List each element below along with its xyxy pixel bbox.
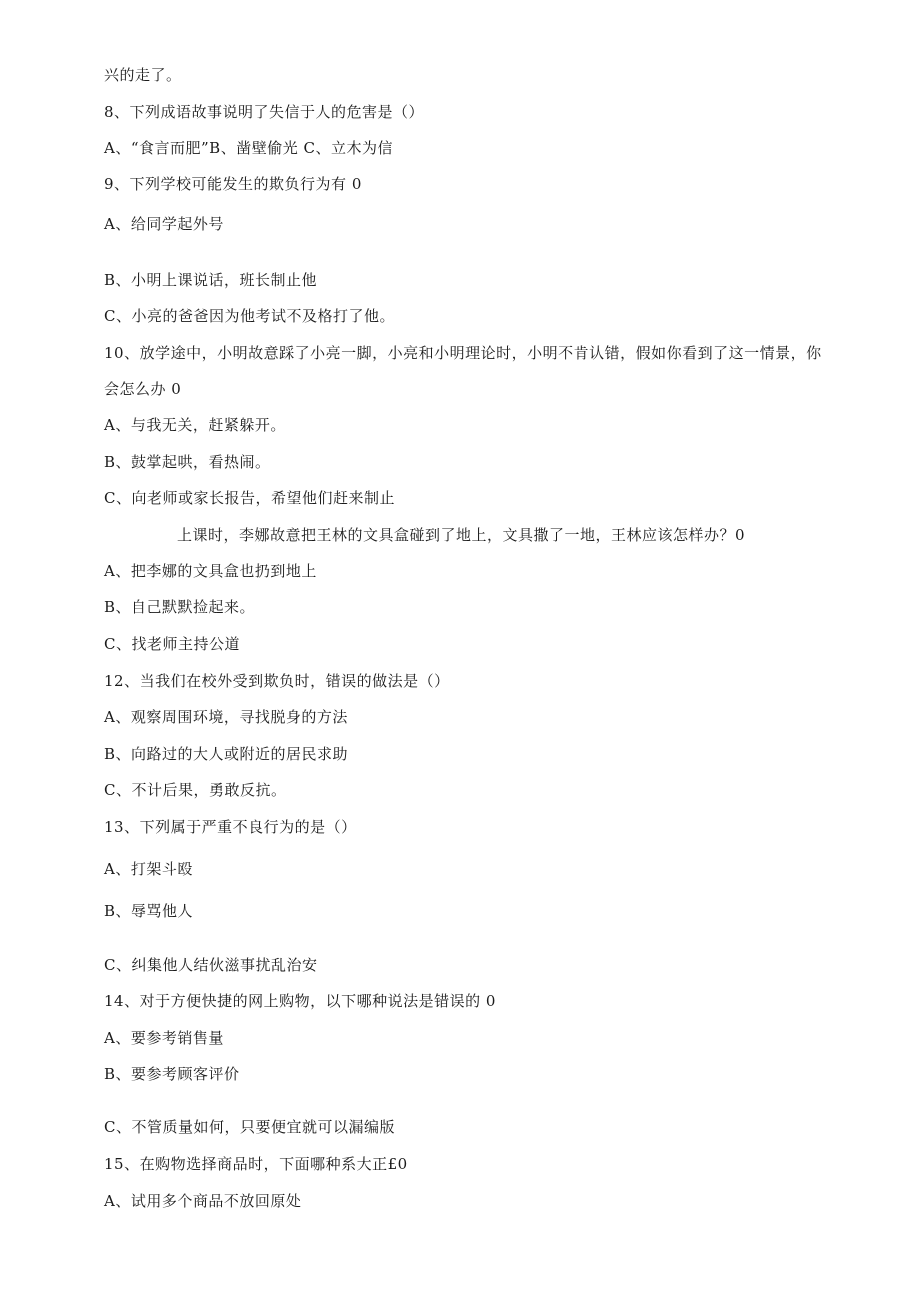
- question-13-option-a: A、打架斗殴: [104, 860, 193, 878]
- question-9-option-b: B、小明上课说话，班长制止他: [104, 271, 318, 289]
- question-14: 14、对于方便快捷的网上购物，以下哪种说法是错误的 0: [104, 992, 496, 1010]
- question-10-option-c: C、向老师或家长报告，希望他们赶来制止: [104, 489, 395, 507]
- question-9-option-c: C、小亮的爸爸因为他考试不及格打了他。: [104, 307, 395, 325]
- question-9: 9、下列学校可能发生的欺负行为有 0: [104, 175, 362, 193]
- question-13-option-b: B、辱骂他人: [104, 902, 194, 920]
- question-10-option-a: A、与我无关，赶紧躲开。: [104, 416, 286, 434]
- question-15-option-a: A、试用多个商品不放回原处: [104, 1192, 302, 1210]
- question-14-option-a: A、要参考销售量: [104, 1029, 224, 1047]
- question-11-option-a: A、把李娜的文具盒也扔到地上: [104, 562, 317, 580]
- question-13: 13、下列属于严重不良行为的是（）: [104, 818, 357, 836]
- question-14-option-c: C、不管质量如何，只要便宜就可以漏编版: [104, 1118, 395, 1136]
- text-line-continuation: 兴的走了。: [104, 66, 182, 84]
- question-11: 上课时，李娜故意把王林的文具盒碰到了地上，文具撒了一地，王林应该怎样办？0: [177, 526, 746, 544]
- question-12-option-c: C、不计后果，勇敢反抗。: [104, 781, 287, 799]
- question-11-option-b: B、自己默默捡起来。: [104, 598, 256, 616]
- question-10-option-b: B、鼓掌起哄，看热闹。: [104, 453, 271, 471]
- question-12-option-a: A、观察周围环境，寻找脱身的方法: [104, 708, 348, 726]
- question-12: 12、当我们在校外受到欺负时，错误的做法是（）: [104, 672, 450, 690]
- question-9-option-a: A、给同学起外号: [104, 215, 224, 233]
- question-13-option-c: C、纠集他人结伙滋事扰乱治安: [104, 956, 318, 974]
- question-10: 10、放学途中，小明故意踩了小亮一脚，小亮和小明理论时，小明不肯认错，假如你看到了这一情景，你: [104, 344, 822, 362]
- question-8: 8、下列成语故事说明了失信于人的危害是（）: [104, 103, 425, 121]
- question-12-option-b: B、向路过的大人或附近的居民求助: [104, 745, 349, 763]
- question-10-continuation: 会怎么办 0: [104, 380, 182, 398]
- question-15: 15、在购物选择商品时，下面哪种系大正£0: [104, 1155, 408, 1173]
- question-14-option-b: B、要参考顾客评价: [104, 1065, 240, 1083]
- question-8-options: A、“食言而肥”B、凿壁偷光 C、立木为信: [104, 139, 393, 157]
- question-11-option-c: C、找老师主持公道: [104, 635, 240, 653]
